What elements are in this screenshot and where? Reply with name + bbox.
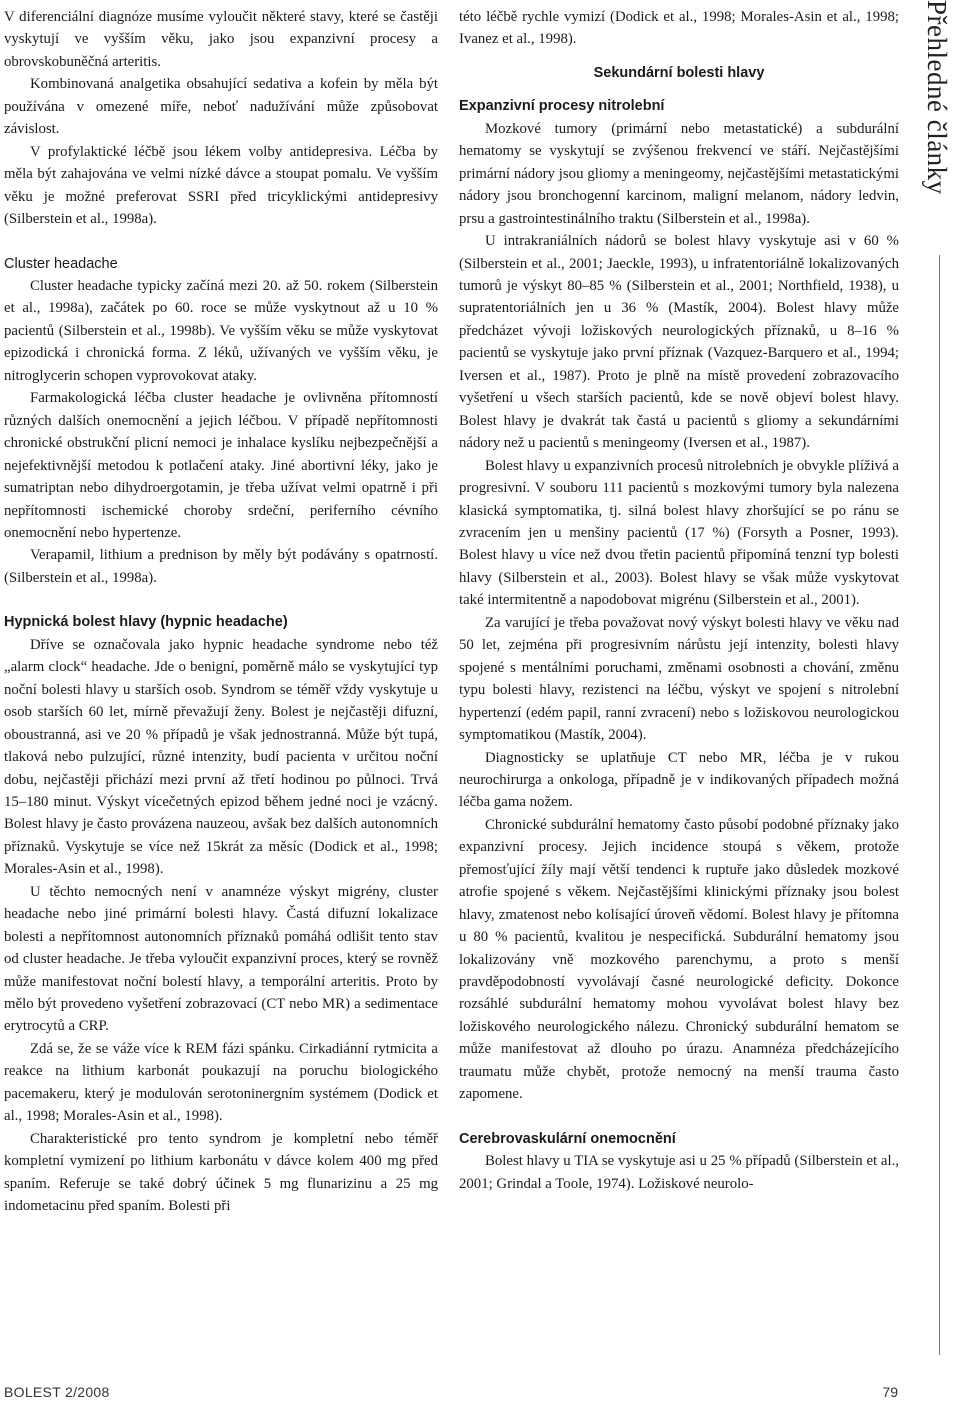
paragraph: Diagnosticky se uplatňuje CT nebo MR, léčba je v rukou neurochirurga a onkologa, případně je v indikovaných případech možná léčba gama nožem. xyxy=(459,749,899,811)
paragraph: Verapamil, lithium a prednison by měly být podávány s opatrností. (Silberstein et al., 1998a). xyxy=(4,547,438,586)
paragraph: Dříve se označovala jako hypnic headache syndrome nebo též „alarm clock“ headache. Jde o benigní, poměrně málo se vyskytující typ noční bolesti hlavy u starších osob. Syndrom se téměř vždy vyskytuje u osob starších 60 let, mírně převažují ženy. Bolest je nejčastěji difuzní, oboustranná, asi ve 20 % případů je však jednostranná. Může být tupá, tlaková nebo pulzující, různé intenzity, budí pacienta v určitou noční dobu, nejčastěji přichází mezi první až třetí hodinou po půlnoci. Trvá 15–180 minut. Výskyt vícečetných epizod během jedné noci je vzácný. Bolest hlavy je často provázena nauzeou, avšak bez dalších autonomních příznaků. Vyskytuje se více než 15krát za měsíc (Dodick et al., 1998; Morales-Asin et al., 1998). xyxy=(4,636,438,878)
vertical-rule xyxy=(939,255,940,1355)
subsection-heading-expansive: Expanzivní procesy nitrolební xyxy=(459,98,665,115)
section-heading-hypnic: Hypnická bolest hlavy (hypnic headache) xyxy=(4,614,288,631)
paragraph: Chronické subdurální hematomy často působí podobné příznaky jako expanzivní procesy. Jejich incidence stoupá s věkem, protože přemosťující žíly mají větší tendenci k ruptuře jako důsledek mozkové atrofie spojené s věkem. Nejčastějšími klinickými příznaky jsou bolest hlavy, zmatenost nebo kolísající úroveň vědomí. Bolest hlavy je přítomna u 80 % pacientů, kvalitou je nespecifická. Subdurální hematomy jsou lokalizovány vně mozkového parenchymu, a proto s menší pravděpodobností vyvolávají časné neurologické deficity. Dokonce rozsáhlé subdurální hematomy mohou vyvolávat bolest hlavy bez ložiskového neurologického nálezu. Chronický subdurální hematom se může manifestovat až dlouho po úrazu. Anamnéza předcházejícího traumatu může chybět, protože nemocný na menší trauma často zapomene. xyxy=(459,816,899,1103)
paragraph: Za varující je třeba považovat nový výskyt bolesti hlavy ve věku nad 50 let, zejména při progresivním nárůstu její intenzity, bolesti hlavy spojené s mentálními poruchami, změnami osobnosti a chování, změnu typu bolesti hlavy, rezistenci na léčbu, výskyt ve spojení s nitrolební hypertenzí (edém papil, ranní zvracení) nebo s ložiskovou neurologickou symptomatikou (Mastík, 2004). xyxy=(459,614,899,744)
journal-name: BOLEST 2/2008 xyxy=(4,1384,110,1400)
page-number: 79 xyxy=(882,1384,898,1400)
paragraph: této léčbě rychle vymizí (Dodick et al., 1998; Morales-Asin et al., 1998; Ivanez et al., 1998). xyxy=(459,9,899,48)
paragraph: Bolest hlavy u expanzivních procesů nitrolebních je obvykle plíživá a progresivní. V souboru 111 pacientů s mozkovými tumory byla nalezena klasická symptomatika, tj. silná bolest hlavy zhoršující se po ránu se zvracením jen u menšiny pacientů (17 %) (Forsyth a Posner, 1993). Bolest hlavy u více než dvou třetin pacientů připomíná tenzní typ bolesti hlavy (Silberstein et al., 2003). Bolest hlavy se však může vyskytovat také intermitentně a napodobovat migrénu (Silberstein et al., 2001). xyxy=(459,457,899,609)
paragraph: V diferenciální diagnóze musíme vyloučit některé stavy, které se častěji vyskytují ve vyšším věku, jako jsou expanzivní procesy a obrovskobuněčná arteritis. xyxy=(4,9,438,70)
left-column xyxy=(4,6,438,1218)
section-heading-secondary: Sekundární bolesti hlavy xyxy=(593,64,765,81)
subsection-heading-cerebrovascular: Cerebrovaskulární onemocnění xyxy=(459,1130,676,1147)
section-label: Přehledné články xyxy=(922,0,952,195)
right-column xyxy=(459,6,899,1195)
paragraph: Mozkové tumory (primární nebo metastatické) a subdurální hematomy se vyskytují se zvýšenou frekvencí ve stáří. Nejčastějšími primární nádory jsou gliomy a meningeomy, nejčastějšími metastatickými nádory jsou bronchogenní karcinom, maligní melanom, nádory ledvin, prsu a gastrointestinálního traktu (Silberstein et al., 1998a). xyxy=(459,120,899,227)
paragraph: V profylaktické léčbě jsou lékem volby antidepresiva. Léčba by měla být zahajována ve velmi nízké dávce a stoupat pomalu. Ve vyšším věku je možné preferovat SSRI před tricyklickými antidepresivy (Silberstein et al., 1998a). xyxy=(4,143,438,228)
paragraph: Bolest hlavy u TIA se vyskytuje asi u 25 % případů (Silberstein et al., 2001; Grindal a Toole, 1974). Ložiskové neurolo- xyxy=(459,1153,899,1192)
paragraph: U intrakraniálních nádorů se bolest hlavy vyskytuje asi v 60 % (Silberstein et al., 2001; Jaeckle, 1993), u infratentoriálně lokalizovaných tumorů je výskyt 80–85 % (Silberstein et al., 2001; Northfield, 1938), u supratentoriálních jen u 36 % (Mastík, 2004). Bolest hlavy může předcházet vývoji ložiskových neurologických příznaků, u 8–16 % pacientů se vyskytuje jako první příznak (Vazquez-Barquero et al., 1994; Iversen et al., 1987). Proto je plně na místě provedení zobrazovacího vyšetření u všech starších pacientů, kde se nově objeví bolest hlavy. Bolest hlavy je dvakrát tak častá u pacientů s gliomy a sekundárními nádory než u pacientů s meningeomy (Iversen et al., 1987). xyxy=(459,233,899,452)
paragraph: Farmakologická léčba cluster headache je ovlivněna přítomností různých dalších onemocnění a jejich léčbou. V případě nepřítomnosti chronické obstrukční plicní nemoci je inhalace kyslíku nejbezpečnější a nejefektivnější metodou k potlačení ataky. Jiné abortivní léky, jako je sumatriptan nebo dihydroergotamin, je třeba užívat velmi opatrně i při nepřítomnosti ischemické choroby srdeční, periferního cévního onemocnění nebo hypertenze. xyxy=(4,390,438,541)
paragraph: Cluster headache typicky začíná mezi 20. až 50. rokem (Silberstein et al., 1998a), začátek po 60. roce se může vyskytnout až u 10 % pacientů (Silberstein et al., 1998b). Ve vyšším věku se může vyskytovat epizodická i chronická forma. Z léků, užívaných ve vyšším věku, je nitroglycerin schopen vyprovokovat ataky. xyxy=(4,277,438,384)
section-heading-cluster: Cluster headache xyxy=(4,255,118,272)
page-footer xyxy=(0,1384,960,1404)
paragraph: Kombinovaná analgetika obsahující sedativa a kofein by měla být používána v omezené míře, neboť nadužívání může způsobovat závislost. xyxy=(4,76,438,138)
paragraph: Charakteristické pro tento syndrom je kompletní nebo téměř kompletní vymizení po lithium karbonátu v dávce kolem 400 mg před spaním. Referuje se také dobrý účinek 5 mg flunarizinu a 25 mg indometacinu před spaním. Bolesti při xyxy=(4,1130,438,1215)
paragraph: Zdá se, že se váže více k REM fázi spánku. Cirkadiánní rytmicita a reakce na lithium karbonát poukazují na poruchu biologického pacemakeru, který je modulován serotoninergním systémem (Dodick et al., 1998; Morales-Asin et al., 1998). xyxy=(4,1040,438,1125)
paragraph: U těchto nemocných není v anamnéze výskyt migrény, cluster headache nebo jiné primární bolesti hlavy. Častá difuzní lokalizace bolesti a nepřítomnost autonomních příznaků pomáhá odlišit tento stav od cluster headache. Je třeba vyloučit expanzivní proces, který se rovněž může manifestovat noční bolestí hlavy, a temporální arteritis. Proto by mělo být provedeno vyšetření zobrazovací (CT nebo MR) a sedimentace erytrocytů a CRP. xyxy=(4,883,438,1035)
